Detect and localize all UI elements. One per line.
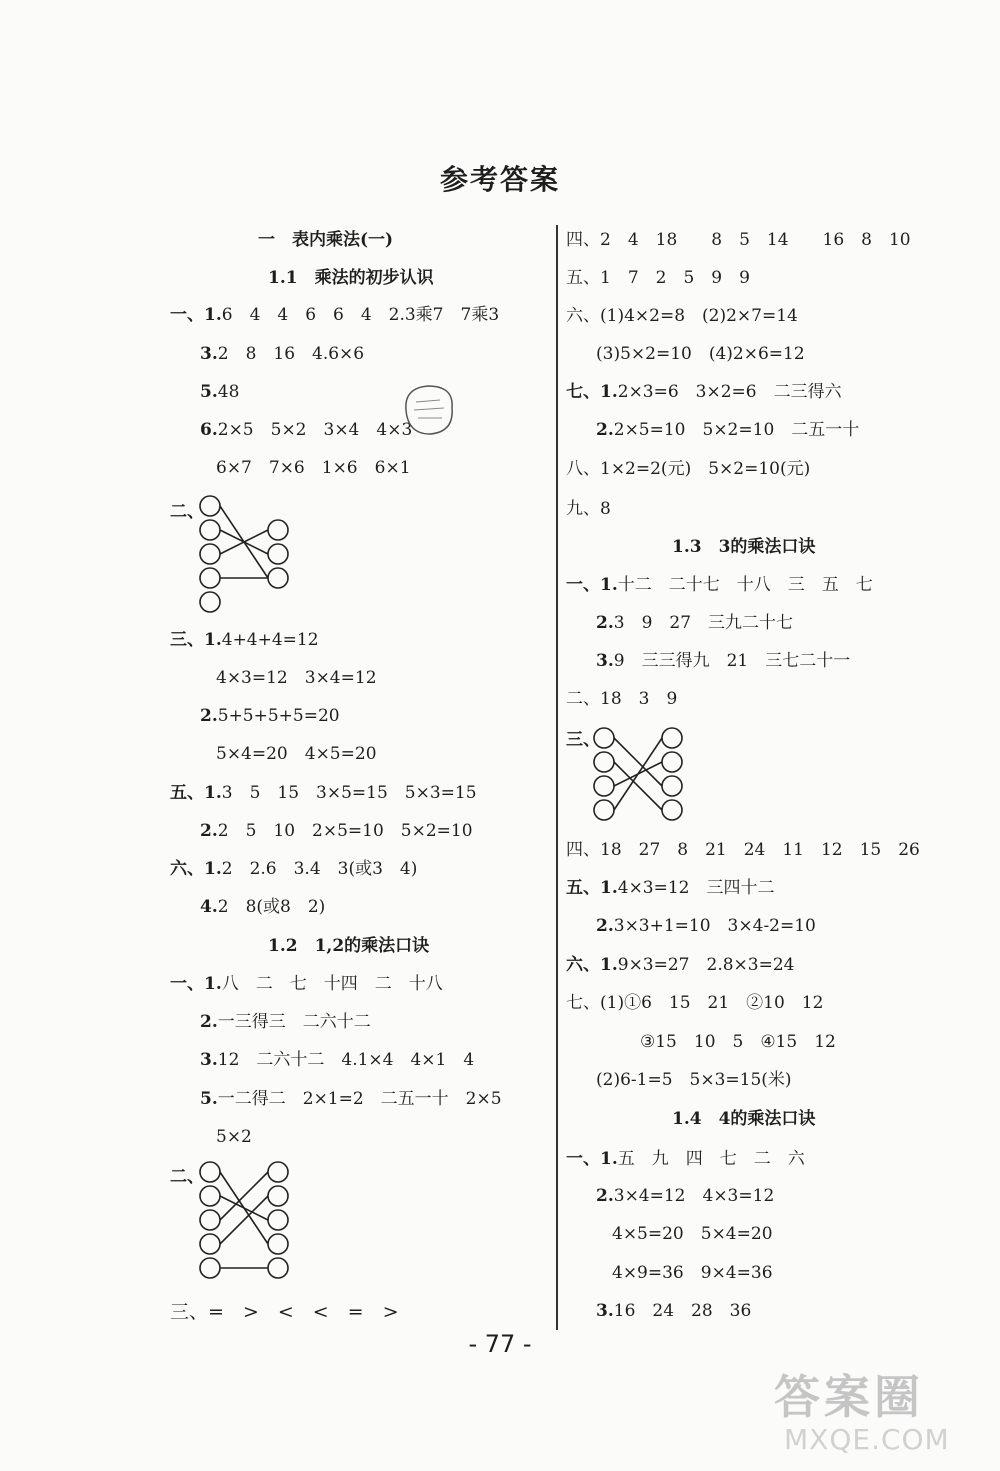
answer-line: 6.2×5 5×2 3×4 4×3 [200,420,413,440]
answer-line: 三、 [566,730,600,750]
answer-line: 5×2 [216,1127,252,1147]
stamp-mark [396,380,462,440]
answer-line: 三、= > < < = > [170,1301,399,1323]
answer-line: 5.一二得二 2×1=2 二五一十 2×5 [200,1089,502,1109]
watermark-url: MXQE.COM [784,1423,950,1456]
section-heading-1-3: 1.3 3的乘法口诀 [672,537,816,557]
answer-line: 2.2 5 10 2×5=10 5×2=10 [200,821,473,841]
answer-line: ③15 10 5 ④15 12 [640,1032,836,1052]
section-heading-1-2: 1.2 1,2的乘法口诀 [268,936,430,956]
answer-line: 八、1×2=2(元) 5×2=10(元) [566,459,811,479]
answer-line: 六、(1)4×2=8 (2)2×7=14 [566,306,798,326]
section-heading-1-1: 1.1 乘法的初步认识 [268,268,434,288]
answer-line: 七、1.2×3=6 3×2=6 二三得六 [566,382,842,402]
answer-line: 七、(1)①6 15 21 ②10 12 [566,993,824,1013]
answer-line: 二、18 3 9 [566,689,678,709]
section-heading-1-4: 1.4 4的乘法口诀 [672,1109,816,1129]
answer-line: 3.12 二六十二 4.1×4 4×1 4 [200,1050,475,1070]
answer-line: 五、1.3 5 15 3×5=15 5×3=15 [170,783,477,803]
answer-line: 6×7 7×6 1×6 6×1 [216,458,411,478]
answer-line: 六、1.9×3=27 2.8×3=24 [566,955,795,975]
answer-line: 五、1.4×3=12 三四十二 [566,878,775,898]
answer-line: 二、 [170,1167,204,1187]
answer-line: 2.5+5+5+5=20 [200,706,340,726]
answer-line: 2.一三得三 二六十二 [200,1012,371,1032]
answer-line: 九、8 [566,499,611,519]
answer-line: 四、18 27 8 21 24 11 12 15 26 [566,840,920,860]
matching-diagram [196,1158,300,1282]
chapter-heading: 一 表内乘法(一) [258,230,394,250]
answer-line: 2.2×5=10 5×2=10 二五一十 [596,420,860,440]
answer-line: 一、1.八 二 七 十四 二 十八 [170,974,443,994]
answer-line: 3.16 24 28 36 [596,1301,752,1321]
answer-line: 2.3×4=12 4×3=12 [596,1186,775,1206]
page-title: 参考答案 [439,163,560,196]
answer-line: 二、 [170,502,204,522]
answer-line: 2.3×3+1=10 3×4-2=10 [596,916,816,936]
answer-line: 2.3 9 27 三九二十七 [596,613,794,633]
matching-diagram [590,724,694,824]
column-divider [556,225,558,1330]
answer-line: 五、1 7 2 5 9 9 [566,268,750,288]
answer-line: 4×5=20 5×4=20 [612,1224,773,1244]
answer-line: 四、2 4 18 8 5 14 16 8 10 [566,230,911,250]
answer-line: 5.48 [200,382,240,402]
answer-line: 三、1.4+4+4=12 [170,630,319,650]
matching-diagram [196,492,300,616]
answer-line: 一、1.6 4 4 6 6 4 2.3乘7 7乘3 [170,305,500,325]
answer-line: 一、1.五 九 四 七 二 六 [566,1149,805,1169]
page-number: - 77 - [468,1330,532,1358]
answer-line: 3.2 8 16 4.6×6 [200,344,365,364]
answer-line: 3.9 三三得九 21 三七二十一 [596,651,851,671]
answer-line: 4×9=36 9×4=36 [612,1263,773,1283]
answer-line: 4×3=12 3×4=12 [216,668,377,688]
answer-line: 4.2 8(或8 2) [200,897,326,917]
answer-line: 5×4=20 4×5=20 [216,744,377,764]
answer-line: (2)6-1=5 5×3=15(米) [596,1070,792,1090]
answer-line: 一、1.十二 二十七 十八 三 五 七 [566,575,873,595]
answer-line: 六、1.2 2.6 3.4 3(或3 4) [170,859,418,879]
watermark [754,1361,994,1471]
watermark-logo-text: 答案圈 [774,1370,924,1424]
answer-line: (3)5×2=10 (4)2×6=12 [596,344,805,364]
